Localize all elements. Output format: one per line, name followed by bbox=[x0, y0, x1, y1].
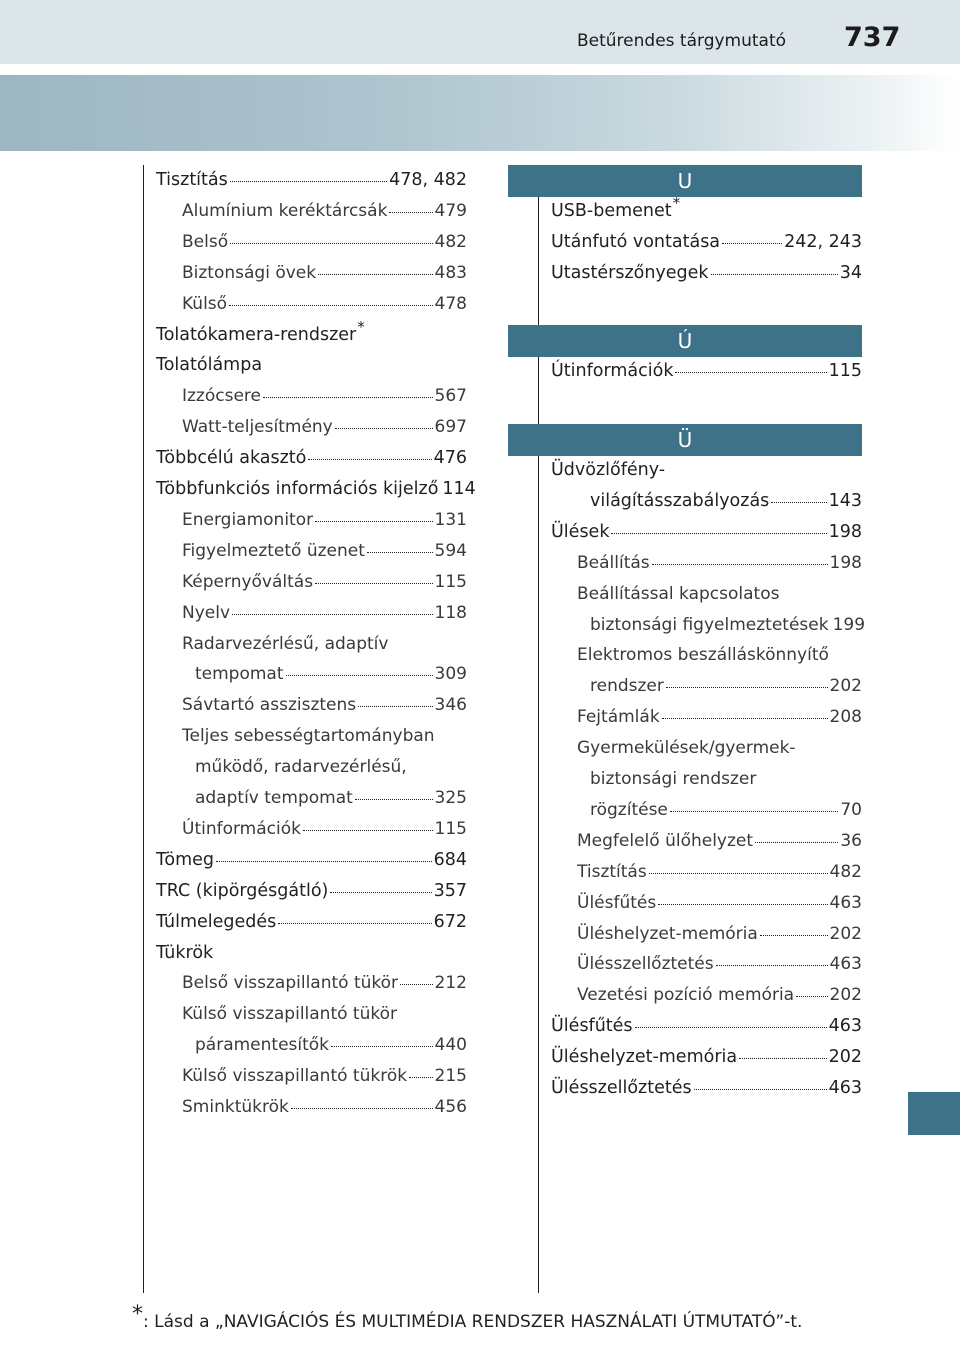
leader-dots bbox=[358, 705, 432, 707]
entry-page-numbers: 202 bbox=[829, 676, 862, 697]
index-entry bbox=[590, 800, 862, 820]
index-entry bbox=[156, 943, 213, 963]
index-entry bbox=[577, 831, 862, 851]
entry-label: Útinformációk bbox=[551, 361, 674, 381]
index-entry bbox=[577, 553, 862, 573]
index-entry bbox=[182, 819, 467, 839]
entry-label: Sávtartó asszisztens bbox=[182, 695, 357, 716]
index-entry bbox=[156, 850, 467, 870]
entry-label: Túlmelegedés bbox=[156, 911, 277, 932]
entry-label: Beállítás bbox=[577, 552, 650, 573]
entry-page-numbers: 672 bbox=[433, 911, 467, 932]
page-number: 737 bbox=[844, 22, 901, 53]
entry-label: Izzócsere bbox=[182, 386, 261, 407]
entry-label: Ülések bbox=[551, 521, 610, 542]
entry-page-numbers: 199 bbox=[832, 614, 866, 635]
entry-label: Ülésfűtés bbox=[551, 1016, 633, 1037]
entry-label: adaptív tempomat bbox=[195, 788, 353, 808]
entry-label: Utastérszőnyegek bbox=[551, 262, 709, 283]
index-entry bbox=[182, 1004, 397, 1024]
index-entry bbox=[182, 603, 467, 623]
letter-heading-bar: U bbox=[508, 165, 862, 197]
index-entry bbox=[156, 170, 467, 190]
leader-dots bbox=[409, 1076, 432, 1078]
index-entry bbox=[590, 676, 862, 696]
entry-label: Üléshelyzet-memória bbox=[577, 923, 758, 944]
leader-dots bbox=[658, 903, 827, 905]
leader-dots bbox=[716, 964, 828, 966]
leader-dots bbox=[330, 891, 431, 893]
leader-dots bbox=[666, 686, 828, 688]
index-entry bbox=[590, 491, 862, 511]
entry-page-numbers: 482 bbox=[434, 231, 467, 252]
entry-label: Útinformációk bbox=[182, 818, 301, 839]
leader-dots bbox=[278, 922, 431, 924]
index-entry bbox=[156, 881, 467, 901]
entry-label: Képernyőváltás bbox=[182, 571, 314, 592]
leader-dots bbox=[722, 242, 782, 244]
header-banner bbox=[0, 75, 960, 151]
index-entry bbox=[551, 194, 681, 221]
entry-label: Tükrök bbox=[156, 942, 214, 963]
index-entry bbox=[195, 664, 467, 684]
entry-label: Figyelmeztető üzenet bbox=[182, 540, 365, 561]
entry-label: tempomat bbox=[195, 664, 284, 685]
leader-dots bbox=[230, 242, 432, 244]
entry-page-numbers: 325 bbox=[434, 788, 467, 808]
entry-page-numbers: 463 bbox=[829, 892, 862, 913]
leader-dots bbox=[335, 427, 433, 429]
leader-dots bbox=[739, 1057, 826, 1059]
entry-page-numbers: 202 bbox=[828, 1047, 862, 1068]
leader-dots bbox=[796, 995, 827, 997]
entry-page-numbers: 70 bbox=[840, 799, 862, 820]
index-entry bbox=[195, 757, 407, 777]
index-entry bbox=[182, 1097, 467, 1117]
entry-label: Üdvözlőfény- bbox=[551, 460, 666, 480]
entry-label: Utánfutó vontatása bbox=[551, 231, 721, 252]
index-entry bbox=[182, 294, 467, 314]
entry-label: Külső visszapillantó tükrök bbox=[182, 1066, 408, 1087]
entry-label: Ülésszellőztetés bbox=[577, 954, 714, 975]
leader-dots bbox=[389, 211, 432, 213]
index-entry bbox=[577, 645, 829, 665]
index-entry bbox=[577, 954, 862, 974]
index-entry bbox=[551, 522, 862, 542]
index-entry bbox=[551, 1047, 862, 1067]
entry-page-numbers: 309 bbox=[434, 664, 467, 685]
index-entry bbox=[577, 738, 796, 758]
entry-page-numbers: 440 bbox=[434, 1035, 467, 1056]
letter-heading-bar: Ú bbox=[508, 325, 862, 357]
entry-label: Teljes sebességtartományban bbox=[182, 726, 435, 747]
entry-label: Tisztítás bbox=[577, 861, 647, 882]
entry-page-numbers: 34 bbox=[839, 262, 862, 283]
entry-page-numbers: 208 bbox=[829, 707, 862, 728]
entry-page-numbers: 215 bbox=[434, 1066, 467, 1087]
leader-dots bbox=[230, 180, 387, 182]
leader-dots bbox=[232, 613, 433, 615]
index-entry bbox=[577, 862, 862, 882]
index-entry bbox=[182, 510, 467, 530]
entry-page-numbers: 482 bbox=[829, 861, 862, 882]
entry-page-numbers: 118 bbox=[434, 602, 467, 623]
index-entry bbox=[551, 263, 862, 283]
entry-label: Sminktükrök bbox=[182, 1097, 289, 1117]
entry-page-numbers: 463 bbox=[828, 1016, 862, 1037]
leader-dots bbox=[400, 983, 433, 985]
entry-page-numbers: 131 bbox=[434, 509, 467, 530]
entry-label: Belső visszapillantó tükör bbox=[182, 973, 399, 994]
letter-heading-bar: Ü bbox=[508, 424, 862, 456]
index-entry bbox=[156, 448, 467, 468]
leader-dots bbox=[318, 273, 432, 275]
leader-dots bbox=[649, 872, 828, 874]
entry-label: Ülésszellőztetés bbox=[551, 1078, 692, 1098]
leader-dots bbox=[216, 860, 432, 862]
section-title: Betűrendes tárgymutató bbox=[577, 31, 787, 51]
entry-label: TRC (kipörgésgátló) bbox=[156, 880, 329, 901]
entry-label: USB-bemenet bbox=[551, 201, 672, 221]
leader-dots bbox=[229, 304, 432, 306]
entry-page-numbers: 476 bbox=[433, 448, 467, 469]
index-entry bbox=[182, 263, 467, 283]
entry-page-numbers: 198 bbox=[828, 521, 862, 542]
entry-label: rögzítése bbox=[590, 799, 668, 820]
entry-page-numbers: 346 bbox=[434, 695, 467, 716]
index-entry bbox=[577, 985, 862, 1005]
chapter-tab bbox=[908, 1092, 960, 1135]
index-entry bbox=[156, 355, 262, 375]
leader-dots bbox=[694, 1088, 827, 1090]
entry-page-numbers: 212 bbox=[434, 973, 467, 994]
index-entry bbox=[577, 707, 862, 727]
left-column-rule bbox=[143, 165, 144, 1293]
index-entry bbox=[577, 924, 862, 944]
entry-label: Többcélú akasztó bbox=[156, 448, 307, 469]
entry-label: Energiamonitor bbox=[182, 509, 314, 530]
entry-label: Beállítással kapcsolatos bbox=[577, 583, 780, 604]
entry-label: páramentesítők bbox=[195, 1035, 330, 1056]
entry-label: Tisztítás bbox=[156, 170, 228, 190]
entry-page-numbers: 697 bbox=[434, 417, 467, 438]
leader-dots bbox=[286, 674, 433, 676]
entry-page-numbers: 115 bbox=[434, 818, 467, 839]
entry-page-numbers: 242, 243 bbox=[784, 231, 862, 252]
index-entry bbox=[182, 572, 467, 592]
entry-page-numbers: 478, 482 bbox=[389, 170, 467, 190]
index-entry bbox=[182, 726, 435, 746]
leader-dots bbox=[303, 829, 433, 831]
entry-page-numbers: 594 bbox=[434, 540, 467, 561]
index-entry bbox=[195, 1035, 467, 1055]
index-entry bbox=[182, 634, 388, 654]
index-entry bbox=[182, 1066, 467, 1086]
index-entry bbox=[182, 201, 467, 221]
top-header-bar bbox=[0, 0, 960, 64]
entry-page-numbers: 357 bbox=[433, 880, 467, 901]
leader-dots bbox=[755, 841, 838, 843]
entry-footnote-star: * bbox=[672, 194, 681, 212]
leader-dots bbox=[263, 396, 433, 398]
leader-dots bbox=[331, 1045, 433, 1047]
entry-label: Megfelelő ülőhelyzet bbox=[577, 830, 754, 851]
leader-dots bbox=[315, 582, 432, 584]
entry-label: Biztonsági övek bbox=[182, 262, 317, 283]
entry-label: Külső visszapillantó tükör bbox=[182, 1004, 397, 1025]
index-entry bbox=[551, 460, 665, 480]
entry-page-numbers: 198 bbox=[829, 552, 862, 573]
leader-dots bbox=[662, 717, 828, 719]
entry-label: biztonsági rendszer bbox=[590, 769, 757, 789]
entry-page-numbers: 479 bbox=[434, 200, 467, 221]
leader-dots bbox=[652, 563, 828, 565]
leader-dots bbox=[355, 798, 433, 800]
index-entry bbox=[182, 232, 467, 252]
index-entry bbox=[590, 769, 756, 789]
leader-dots bbox=[771, 501, 826, 503]
entry-label: Radarvezérlésű, adaptív bbox=[182, 633, 389, 654]
entry-page-numbers: 456 bbox=[434, 1097, 467, 1117]
entry-label: Elektromos beszálláskönnyítő bbox=[577, 645, 829, 666]
index-entry bbox=[182, 386, 467, 406]
index-entry bbox=[577, 584, 779, 604]
entry-page-numbers: 36 bbox=[840, 830, 862, 851]
index-entry bbox=[195, 788, 467, 808]
entry-label: Alumínium keréktárcsák bbox=[182, 200, 388, 221]
entry-page-numbers: 202 bbox=[829, 985, 862, 1006]
leader-dots bbox=[635, 1026, 827, 1028]
index-entry bbox=[551, 361, 862, 381]
entry-label: biztonsági figyelmeztetések bbox=[590, 614, 829, 635]
entry-label: Többfunkciós információs kijelző bbox=[156, 479, 439, 499]
entry-label: Üléshelyzet-memória bbox=[551, 1047, 738, 1068]
index-entry bbox=[156, 479, 476, 499]
leader-dots bbox=[291, 1107, 433, 1109]
entry-label: Ülésfűtés bbox=[577, 892, 657, 913]
index-entry bbox=[182, 541, 467, 561]
footnote bbox=[132, 1302, 803, 1333]
index-entry bbox=[551, 1016, 862, 1036]
entry-label: Vezetési pozíció memória bbox=[577, 985, 795, 1006]
index-entry bbox=[590, 614, 866, 635]
entry-label: Gyermekülések/gyermek- bbox=[577, 738, 796, 759]
entry-label: Watt-teljesítmény bbox=[182, 417, 333, 438]
entry-label: Tolatólámpa bbox=[156, 355, 263, 376]
entry-label: Nyelv bbox=[182, 602, 231, 623]
index-entry bbox=[551, 1078, 862, 1098]
leader-dots bbox=[675, 371, 826, 373]
entry-page-numbers: 143 bbox=[828, 490, 862, 511]
entry-label: működő, radarvezérlésű, bbox=[195, 757, 407, 778]
index-entry bbox=[551, 232, 862, 252]
entry-label: Belső bbox=[182, 231, 229, 252]
entry-page-numbers: 115 bbox=[828, 361, 862, 381]
entry-footnote-star: * bbox=[357, 317, 365, 336]
entry-label: Fejtámlák bbox=[577, 707, 660, 728]
index-entry bbox=[156, 317, 365, 345]
entry-page-numbers: 463 bbox=[828, 1078, 862, 1098]
entry-page-numbers: 114 bbox=[442, 479, 476, 499]
leader-dots bbox=[711, 273, 838, 275]
leader-dots bbox=[308, 458, 431, 460]
entry-page-numbers: 463 bbox=[829, 954, 862, 975]
leader-dots bbox=[367, 551, 433, 553]
leader-dots bbox=[670, 810, 838, 812]
index-entry bbox=[182, 695, 467, 715]
footnote-text: : Lásd a „NAVIGÁCIÓS ÉS MULTIMÉDIA RENDSZER HASZNÁLATI ÚTMUTATÓ”-t. bbox=[143, 1312, 803, 1332]
entry-page-numbers: 684 bbox=[433, 849, 467, 870]
index-entry bbox=[182, 973, 467, 993]
entry-label: világításszabályozás bbox=[590, 490, 770, 511]
leader-dots bbox=[315, 520, 432, 522]
index-entry bbox=[156, 912, 467, 932]
index-entry bbox=[577, 893, 862, 913]
entry-label: rendszer bbox=[590, 676, 664, 697]
entry-label: Külső bbox=[182, 293, 228, 314]
entry-page-numbers: 483 bbox=[434, 262, 467, 283]
entry-page-numbers: 478 bbox=[434, 293, 467, 314]
leader-dots bbox=[611, 532, 826, 534]
entry-label: Tömeg bbox=[156, 849, 215, 870]
entry-page-numbers: 115 bbox=[434, 571, 467, 592]
leader-dots bbox=[760, 934, 828, 936]
entry-page-numbers: 202 bbox=[829, 923, 862, 944]
entry-label: Tolatókamera-rendszer bbox=[156, 324, 357, 345]
entry-page-numbers: 567 bbox=[434, 386, 467, 407]
footnote-star: * bbox=[132, 1302, 143, 1327]
index-entry bbox=[182, 417, 467, 437]
